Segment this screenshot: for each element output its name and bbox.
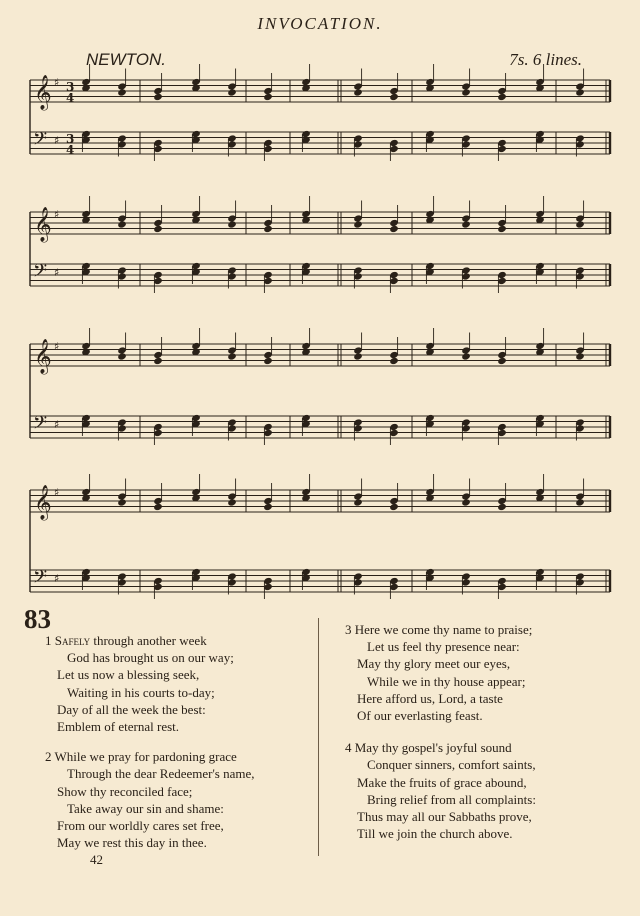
verse-line: Emblem of eternal rest. [57,719,180,735]
verse-2 [45,748,315,851]
verse-line [45,632,315,649]
verses-right-column [345,621,625,855]
note-head [389,357,399,365]
bass-clef: 𝄢 [33,413,48,438]
tune-name: NEWTON. [86,50,166,69]
key-signature-sharp: ♯ [54,572,60,585]
verse-line [45,748,315,765]
verses-left-column [45,632,315,864]
verse-line: May we rest this day in thee. [57,835,207,851]
note-head [575,498,585,506]
note-head [227,498,237,506]
verse-line: Waiting in his courts to-day; [67,684,215,700]
note-head [263,357,273,365]
key-signature-sharp: ♯ [54,418,60,431]
verse-line [345,621,625,638]
note-head [353,220,363,228]
note-head [117,352,127,360]
key-signature-sharp: ♯ [54,486,60,499]
note-head [153,93,163,101]
note-head [353,352,363,360]
verse-line: Make the fruits of grace abound, [357,774,527,790]
note-head [389,225,399,233]
note-head [461,88,471,96]
verse-line: While we in thy house appear; [367,673,526,689]
note-head [353,88,363,96]
bass-clef: 𝄢 [33,129,48,154]
note-head [353,498,363,506]
key-signature-sharp: ♯ [54,76,60,89]
verse-1 [45,632,315,735]
verse-line: Here afford us, Lord, a taste [357,690,503,706]
verse-3 [345,621,625,724]
treble-clef: 𝄞 [34,75,52,110]
note-head [263,503,273,511]
verse-line: Conquer sinners, comfort saints, [367,757,536,773]
note-head [575,352,585,360]
verse-line [345,739,625,756]
column-divider [318,618,319,856]
note-head [461,498,471,506]
note-head [497,357,507,365]
note-head [263,93,273,101]
verse-line: Till we join the church above. [357,826,513,842]
verse-number: 4 [345,740,352,756]
note-head [497,93,507,101]
treble-clef: 𝄞 [34,207,52,242]
note-head [153,503,163,511]
page-header-title: INVOCATION. [257,14,383,33]
verse-first-line: Here we come thy name to praise; [354,622,533,637]
verse-4 [345,739,625,842]
verse-line: Let us now a blessing seek, [57,667,200,683]
verse-line: Through the dear Redeemer's name, [67,766,255,782]
note-head [497,503,507,511]
verse-line: Let us feel thy presence near: [367,639,520,655]
time-signature-top: 3 [66,80,75,94]
key-signature-sharp: ♯ [54,134,60,147]
verse-line: Take away our sin and shame: [67,800,224,816]
treble-clef: 𝄞 [34,339,52,374]
verse-line: From our worldly cares set free, [57,818,224,834]
verse-line: Thus may all our Sabbaths prove, [357,809,532,825]
time-signature-bottom: 4 [66,91,75,105]
note-head [461,352,471,360]
note-head [389,93,399,101]
note-head [461,220,471,228]
verse-number: 3 [345,622,352,637]
treble-clef: 𝄞 [34,485,52,520]
time-signature-top: 3 [66,132,75,146]
note-head [117,220,127,228]
note-head [117,498,127,506]
hymn-number: 83 [24,604,51,634]
verse-line: May thy glory meet our eyes, [357,656,511,672]
note-head [575,88,585,96]
note-head [117,88,127,96]
verse-line: Day of all the week the best: [57,701,206,717]
verse-line: Show thy reconciled face; [57,783,193,799]
note-head [575,220,585,228]
page-number: 42 [90,852,103,867]
note-head [227,352,237,360]
verse-first-line: While we pray for pardoning grace [54,749,237,765]
bass-clef: 𝄢 [33,261,48,286]
verse-number: 2 [45,749,52,765]
verse-first-line: May thy gospel's joyful sound [354,740,512,756]
note-head [227,88,237,96]
verse-line: Of our everlasting feast. [357,708,483,724]
note-head [153,357,163,365]
verse-line: Bring relief from all complaints: [367,791,536,807]
time-signature-bottom: 4 [66,143,75,157]
verse-line: God has brought us on our way; [67,650,234,666]
key-signature-sharp: ♯ [54,340,60,353]
key-signature-sharp: ♯ [54,208,60,221]
verse-first-line-rest: through another week [90,633,207,648]
key-signature-sharp: ♯ [54,266,60,279]
verse-first-word: Safely [54,633,91,648]
note-head [153,225,163,233]
note-head [497,225,507,233]
note-head [389,503,399,511]
bass-clef: 𝄢 [33,567,48,592]
meter-label: 7s. 6 lines. [509,50,582,69]
note-head [227,220,237,228]
verse-number: 1 [45,633,52,648]
note-head [263,225,273,233]
